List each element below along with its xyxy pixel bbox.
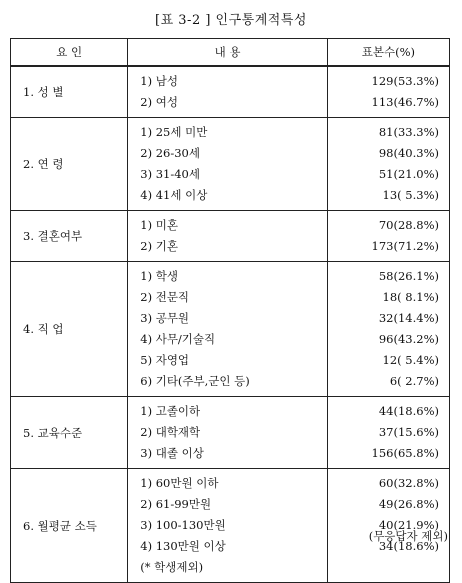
content-item: 3) 100-130만원 xyxy=(140,518,226,532)
table-row xyxy=(11,66,450,118)
count-value: 98(40.3%) xyxy=(378,146,439,160)
count-value: 113(46.7%) xyxy=(371,95,439,109)
content-item: 6) 기타(주부,군인 등) xyxy=(140,374,250,388)
content-item: 1) 미혼 xyxy=(140,218,178,232)
table-row xyxy=(11,118,450,211)
count-value xyxy=(328,557,439,578)
content-item: 3) 공무원 xyxy=(140,311,190,325)
factor-cell: 5. 교육수준 xyxy=(11,397,128,469)
content-item: 4) 41세 이상 xyxy=(140,188,208,202)
count-value: 37(15.6%) xyxy=(378,425,439,439)
count-value: 32(14.4%) xyxy=(378,311,439,325)
factor-cell: 3. 결혼여부 xyxy=(11,211,128,262)
table-row xyxy=(11,397,450,469)
count-value: 60(32.8%) xyxy=(378,476,439,490)
count-cell xyxy=(327,397,449,469)
content-item: (* 학생제외) xyxy=(140,560,204,574)
content-item: 1) 남성 xyxy=(140,74,178,88)
header-row xyxy=(11,39,450,67)
content-item: 2) 기혼 xyxy=(140,239,178,253)
content-cell xyxy=(128,469,328,583)
content-item: 2) 대학재학 xyxy=(140,425,201,439)
content-item: 3) 대졸 이상 xyxy=(140,446,204,460)
count-value: 34(18.6%) xyxy=(378,539,439,553)
table-row xyxy=(11,469,450,583)
content-item: 1) 고졸이하 xyxy=(140,404,201,418)
content-item: 2) 전문직 xyxy=(140,290,190,304)
footnote: (무응답자 제외) xyxy=(368,529,448,543)
content-cell xyxy=(128,66,328,118)
count-value: 49(26.8%) xyxy=(378,497,439,511)
content-item: 1) 60만원 이하 xyxy=(140,476,219,490)
content-cell xyxy=(128,211,328,262)
content-item: 2) 여성 xyxy=(140,95,178,109)
count-cell xyxy=(327,469,449,583)
count-value: 96(43.2%) xyxy=(378,332,439,346)
factor-cell: 6. 월평균 소득 xyxy=(11,469,128,583)
count-value: 12( 5.4%) xyxy=(382,353,439,367)
header-content: 내 용 xyxy=(128,39,328,67)
factor-cell: 4. 직 업 xyxy=(11,262,128,397)
count-value: 18( 8.1%) xyxy=(382,290,439,304)
header-count: 표본수(%) xyxy=(327,39,449,67)
table-body xyxy=(11,66,450,583)
header-factor: 요 인 xyxy=(11,39,128,67)
content-item: 1) 25세 미만 xyxy=(140,125,208,139)
count-value: 40(21.9%) xyxy=(378,518,439,532)
content-item: 2) 61-99만원 xyxy=(140,497,212,511)
content-item: 4) 사무/기술직 xyxy=(140,332,216,346)
count-value: 81(33.3%) xyxy=(378,125,439,139)
content-item: 5) 자영업 xyxy=(140,353,190,367)
factor-cell: 1. 성 별 xyxy=(11,66,128,118)
content-cell xyxy=(128,397,328,469)
count-value: 129(53.3%) xyxy=(371,74,439,88)
count-cell xyxy=(327,66,449,118)
table-title: [표 3-2 ] 인구통계적특성 xyxy=(155,13,307,28)
content-item: 4) 130만원 이상 xyxy=(140,539,226,553)
content-item: 3) 31-40세 xyxy=(140,167,200,181)
demographics-table xyxy=(10,38,450,583)
table-row xyxy=(11,262,450,397)
content-cell xyxy=(128,118,328,211)
count-value: 58(26.1%) xyxy=(378,269,439,283)
count-value: 51(21.0%) xyxy=(378,167,439,181)
count-cell xyxy=(327,118,449,211)
factor-cell: 2. 연 령 xyxy=(11,118,128,211)
content-item: 1) 학생 xyxy=(140,269,178,283)
content-cell xyxy=(128,262,328,397)
content-item: 2) 26-30세 xyxy=(140,146,200,160)
count-value: 44(18.6%) xyxy=(378,404,439,418)
count-value: 70(28.8%) xyxy=(378,218,439,232)
count-value: 13( 5.3%) xyxy=(382,188,439,202)
count-cell xyxy=(327,211,449,262)
count-value: 173(71.2%) xyxy=(371,239,439,253)
count-value: 156(65.8%) xyxy=(371,446,439,460)
count-cell xyxy=(327,262,449,397)
table-row xyxy=(11,211,450,262)
count-value: 6( 2.7%) xyxy=(389,374,439,388)
